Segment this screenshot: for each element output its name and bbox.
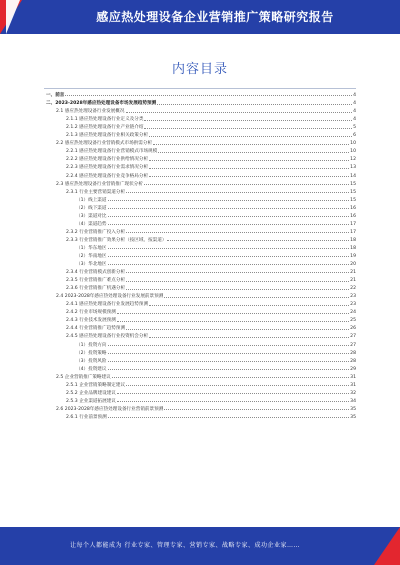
toc-entry[interactable] bbox=[46, 283, 356, 291]
toc-entry-label: （1）华东地区 bbox=[76, 245, 107, 251]
toc-dot-leader bbox=[149, 136, 352, 137]
toc-entry-page: 31 bbox=[350, 374, 356, 380]
toc-dot-leader bbox=[157, 104, 352, 105]
toc-entry-label: 2.6.1 行业前景预测 bbox=[66, 414, 107, 420]
toc-entry[interactable] bbox=[46, 154, 356, 162]
toc-entry-label: 2.3.6 行业营销推广机遇分析 bbox=[66, 286, 126, 292]
toc-entry-page: 34 bbox=[350, 398, 356, 404]
toc-entry-page: 16 bbox=[350, 213, 356, 219]
toc-entry-page: 4 bbox=[353, 117, 356, 123]
toc-entry[interactable] bbox=[46, 203, 356, 211]
toc-entry-page: 23 bbox=[350, 294, 356, 300]
toc-entry-label: 2.5.3 企业渠道拓展建议 bbox=[66, 398, 116, 404]
toc-entry-label: 2.1.2 感应热处理设备行业产业链介绍 bbox=[66, 125, 144, 131]
toc-entry-page: 24 bbox=[350, 310, 356, 316]
toc-entry[interactable] bbox=[46, 179, 356, 187]
toc-entry[interactable] bbox=[46, 372, 356, 380]
toc-dot-leader bbox=[144, 120, 352, 121]
toc-entry-page: 27 bbox=[350, 342, 356, 348]
toc-entry[interactable] bbox=[46, 138, 356, 146]
toc-entry-page: 13 bbox=[350, 165, 356, 171]
toc-entry-label: （3）渠道对比 bbox=[76, 213, 107, 219]
toc-entry-page: 15 bbox=[350, 189, 356, 195]
toc-entry-label: 2.2.3 感应热处理设备行业需求情况分析 bbox=[66, 165, 149, 171]
toc-dot-leader bbox=[153, 144, 349, 145]
toc-dot-leader bbox=[117, 313, 349, 314]
toc-dot-leader bbox=[108, 361, 350, 362]
toc-entry-page: 17 bbox=[350, 221, 356, 227]
toc-entry-label: （4）渠道趋势 bbox=[76, 221, 107, 227]
toc-entry[interactable] bbox=[46, 227, 356, 235]
toc-entry[interactable] bbox=[46, 243, 356, 251]
toc-dot-leader bbox=[149, 168, 349, 169]
toc-entry-label: （3）投资风险 bbox=[76, 358, 107, 364]
toc-entry[interactable] bbox=[46, 364, 356, 372]
toc-dot-leader bbox=[108, 256, 350, 257]
toc-entry-page: 28 bbox=[350, 358, 356, 364]
toc-entry-page: 18 bbox=[350, 237, 356, 243]
toc-entry[interactable] bbox=[46, 267, 356, 275]
toc-entry-label: （2）华南地区 bbox=[76, 253, 107, 259]
toc-dot-leader bbox=[108, 208, 350, 209]
toc-entry[interactable] bbox=[46, 251, 356, 259]
toc-entry-label: 2.3.2 行业营销推广投入分析 bbox=[66, 229, 126, 235]
toc-entry[interactable] bbox=[46, 331, 356, 339]
toc-dot-leader bbox=[117, 401, 349, 402]
toc-entry[interactable] bbox=[46, 307, 356, 315]
toc-dot-leader bbox=[149, 337, 349, 338]
toc-dot-leader bbox=[108, 417, 349, 418]
toc-dot-leader bbox=[126, 112, 353, 113]
toc-dot-leader bbox=[126, 232, 349, 233]
toc-dot-leader bbox=[117, 393, 349, 394]
toc-entry[interactable] bbox=[46, 315, 356, 323]
footer-slogan: 让每个人都能成为 行业专家、管理专家、营销专家、战略专家、成功企业家…… bbox=[70, 542, 300, 549]
toc-entry-page: 26 bbox=[350, 326, 356, 332]
toc-entry-label: （1）线上渠道 bbox=[76, 197, 107, 203]
toc-dot-leader bbox=[149, 176, 349, 177]
toc-dot-leader bbox=[164, 297, 349, 298]
toc-entry-label: 2.5.2 企业品牌建设建议 bbox=[66, 390, 116, 396]
toc-entry-page: 35 bbox=[350, 414, 356, 420]
toc-entry[interactable] bbox=[46, 90, 356, 98]
toc-dot-leader bbox=[126, 289, 349, 290]
toc-entry[interactable] bbox=[46, 122, 356, 130]
toc-entry-label: （2）线下渠道 bbox=[76, 205, 107, 211]
toc-entry[interactable] bbox=[46, 162, 356, 170]
toc-entry-page: 12 bbox=[350, 157, 356, 163]
toc-dot-leader bbox=[108, 200, 350, 201]
toc-entry-label: 2.6 2023-2028年感应热处理设备行业营销前景预测 bbox=[56, 406, 164, 412]
toc-entry-page: 32 bbox=[350, 390, 356, 396]
toc-entry[interactable] bbox=[46, 235, 356, 243]
toc-dot-leader bbox=[108, 224, 350, 225]
toc-entry-label: 一、前言 bbox=[46, 93, 65, 99]
toc-entry-label: 2.4.3 行业技术发展预测 bbox=[66, 318, 116, 324]
toc-entry[interactable] bbox=[46, 412, 356, 420]
toc-entry[interactable] bbox=[46, 170, 356, 178]
toc-entry[interactable] bbox=[46, 323, 356, 331]
toc-heading: 内容目录 bbox=[171, 62, 228, 77]
toc-entry-page: 6 bbox=[353, 133, 356, 139]
toc-entry-label: 2.4.1 感应热处理设备行业发展趋势预测 bbox=[66, 302, 149, 308]
toc-entry-label: 2.5 企业营销推广策略建议 bbox=[56, 374, 111, 380]
toc-dot-leader bbox=[108, 353, 350, 354]
toc-entry-label: 2.1 感应热处理设备行业发展概况 bbox=[56, 109, 125, 115]
toc-entry-page: 16 bbox=[350, 205, 356, 211]
report-title: 感应热处理设备企业营销推广策略研究报告 bbox=[96, 10, 334, 24]
toc-entry[interactable] bbox=[46, 259, 356, 267]
toc-dot-leader bbox=[108, 264, 350, 265]
toc-entry-page: 15 bbox=[350, 181, 356, 187]
toc-entry-page: 27 bbox=[350, 334, 356, 340]
toc-entry-label: 2.4.5 感应热处理设备行业投资机会分析 bbox=[66, 334, 149, 340]
toc-entry[interactable] bbox=[46, 219, 356, 227]
toc-entry-page: 4 bbox=[353, 109, 356, 115]
toc-entry-page: 20 bbox=[350, 262, 356, 268]
toc-entry-label: 2.2.2 感应热处理设备行业供给情况分析 bbox=[66, 157, 149, 163]
toc-entry-page: 4 bbox=[353, 93, 356, 99]
toc-entry[interactable] bbox=[46, 195, 356, 203]
toc-entry[interactable] bbox=[46, 388, 356, 396]
toc-entry-page: 21 bbox=[350, 278, 356, 284]
toc-dot-leader bbox=[126, 329, 349, 330]
toc-dot-leader bbox=[108, 248, 350, 249]
toc-entry-label: 二、2023-2028年感应热处理设备市场发展趋势预测 bbox=[46, 101, 157, 107]
toc-entry[interactable] bbox=[46, 380, 356, 388]
toc-entry-page: 25 bbox=[350, 318, 356, 324]
toc-dot-leader bbox=[144, 128, 352, 129]
toc-entry-page: 19 bbox=[350, 253, 356, 259]
toc-entry[interactable] bbox=[46, 339, 356, 347]
toc-entry[interactable] bbox=[46, 275, 356, 283]
toc-dot-leader bbox=[117, 321, 349, 322]
footer-red-accent bbox=[374, 527, 400, 565]
toc-dot-leader bbox=[158, 152, 349, 153]
toc-entry-page: 28 bbox=[350, 350, 356, 356]
toc-entry-page: 22 bbox=[350, 286, 356, 292]
header-white-accent bbox=[6, 0, 20, 34]
toc-entry-label: 2.2.4 感应热处理设备行业竞争格局分析 bbox=[66, 173, 149, 179]
toc-entry-label: 2.3.3 行业营销推广效果分析（按区域、按渠道） bbox=[66, 237, 167, 243]
toc-entry-page: 35 bbox=[350, 406, 356, 412]
toc-dot-leader bbox=[108, 369, 350, 370]
toc-entry-label: 2.1.1 感应热处理设备行业定义及分类 bbox=[66, 117, 144, 123]
toc-entry[interactable] bbox=[46, 396, 356, 404]
toc-entry-page: 31 bbox=[350, 382, 356, 388]
toc-entry-label: 2.3.5 行业营销推广难点分析 bbox=[66, 278, 126, 284]
toc-entry-page: 14 bbox=[350, 173, 356, 179]
toc-entry-label: 2.4.4 行业营销推广趋势预测 bbox=[66, 326, 126, 332]
toc-entry-label: （3）华北地区 bbox=[76, 262, 107, 268]
toc-entry-page: 10 bbox=[350, 141, 356, 147]
toc-dot-leader bbox=[112, 377, 349, 378]
report-header-band bbox=[0, 0, 400, 34]
toc-entry[interactable] bbox=[46, 404, 356, 412]
toc-dot-leader bbox=[65, 95, 352, 96]
toc-dot-leader bbox=[144, 184, 349, 185]
toc-entry-page: 4 bbox=[353, 101, 356, 107]
toc-dot-leader bbox=[149, 305, 349, 306]
toc-entry[interactable] bbox=[46, 291, 356, 299]
toc-entry-label: （4）投资建议 bbox=[76, 366, 107, 372]
toc-dot-leader bbox=[149, 160, 349, 161]
toc-entry[interactable] bbox=[46, 98, 356, 106]
toc-entry[interactable] bbox=[46, 187, 356, 195]
toc-entry-label: 2.1.3 感应热处理设备行业相关政策分析 bbox=[66, 133, 149, 139]
toc-entry-label: （1）投资方向 bbox=[76, 342, 107, 348]
toc-divider bbox=[44, 88, 356, 89]
toc-entry-page: 17 bbox=[350, 229, 356, 235]
toc-dot-leader bbox=[126, 281, 349, 282]
toc-entry[interactable] bbox=[46, 299, 356, 307]
toc-entry-label: 2.3.4 行业营销模式创新分析 bbox=[66, 270, 126, 276]
toc-dot-leader bbox=[167, 240, 349, 241]
toc-entry[interactable] bbox=[46, 211, 356, 219]
toc-entry-page: 18 bbox=[350, 245, 356, 251]
toc-entry-label: 2.2 感应热处理设备行业营销模式市场供需分析 bbox=[56, 141, 153, 147]
toc-entry-label: 2.4.2 行业市场规模预测 bbox=[66, 310, 116, 316]
toc-entry[interactable] bbox=[46, 146, 356, 154]
toc-entry-page: 5 bbox=[353, 125, 356, 131]
toc-entry-page: 21 bbox=[350, 270, 356, 276]
toc-dot-leader bbox=[164, 409, 349, 410]
toc-entry-page: 23 bbox=[350, 302, 356, 308]
toc-entry-page: 29 bbox=[350, 366, 356, 372]
report-footer-band bbox=[0, 527, 400, 565]
toc-dot-leader bbox=[126, 192, 349, 193]
toc-entry-page: 15 bbox=[350, 197, 356, 203]
toc-dot-leader bbox=[126, 272, 349, 273]
toc-entry[interactable] bbox=[46, 130, 356, 138]
toc-entry[interactable] bbox=[46, 356, 356, 364]
toc-entry-label: 2.2.1 感应热处理设备行业营销模式市场规模 bbox=[66, 149, 158, 155]
toc-entry[interactable] bbox=[46, 348, 356, 356]
toc-entry-page: 10 bbox=[350, 149, 356, 155]
toc-entry-label: （2）投资策略 bbox=[76, 350, 107, 356]
toc-entry-label: 2.3 感应热处理设备行业营销推广现状分析 bbox=[56, 181, 143, 187]
toc-entry[interactable] bbox=[46, 106, 356, 114]
toc-dot-leader bbox=[126, 385, 349, 386]
toc-entry-label: 2.3.1 行业主要营销渠道分析 bbox=[66, 189, 126, 195]
table-of-contents bbox=[46, 90, 356, 420]
toc-entry[interactable] bbox=[46, 114, 356, 122]
toc-entry-label: 2.5.1 企业营销策略制定建议 bbox=[66, 382, 126, 388]
toc-dot-leader bbox=[108, 216, 350, 217]
toc-entry-label: 2.4 2023-2028年感应热处理设备行业发展前景预测 bbox=[56, 294, 164, 300]
toc-dot-leader bbox=[108, 345, 350, 346]
